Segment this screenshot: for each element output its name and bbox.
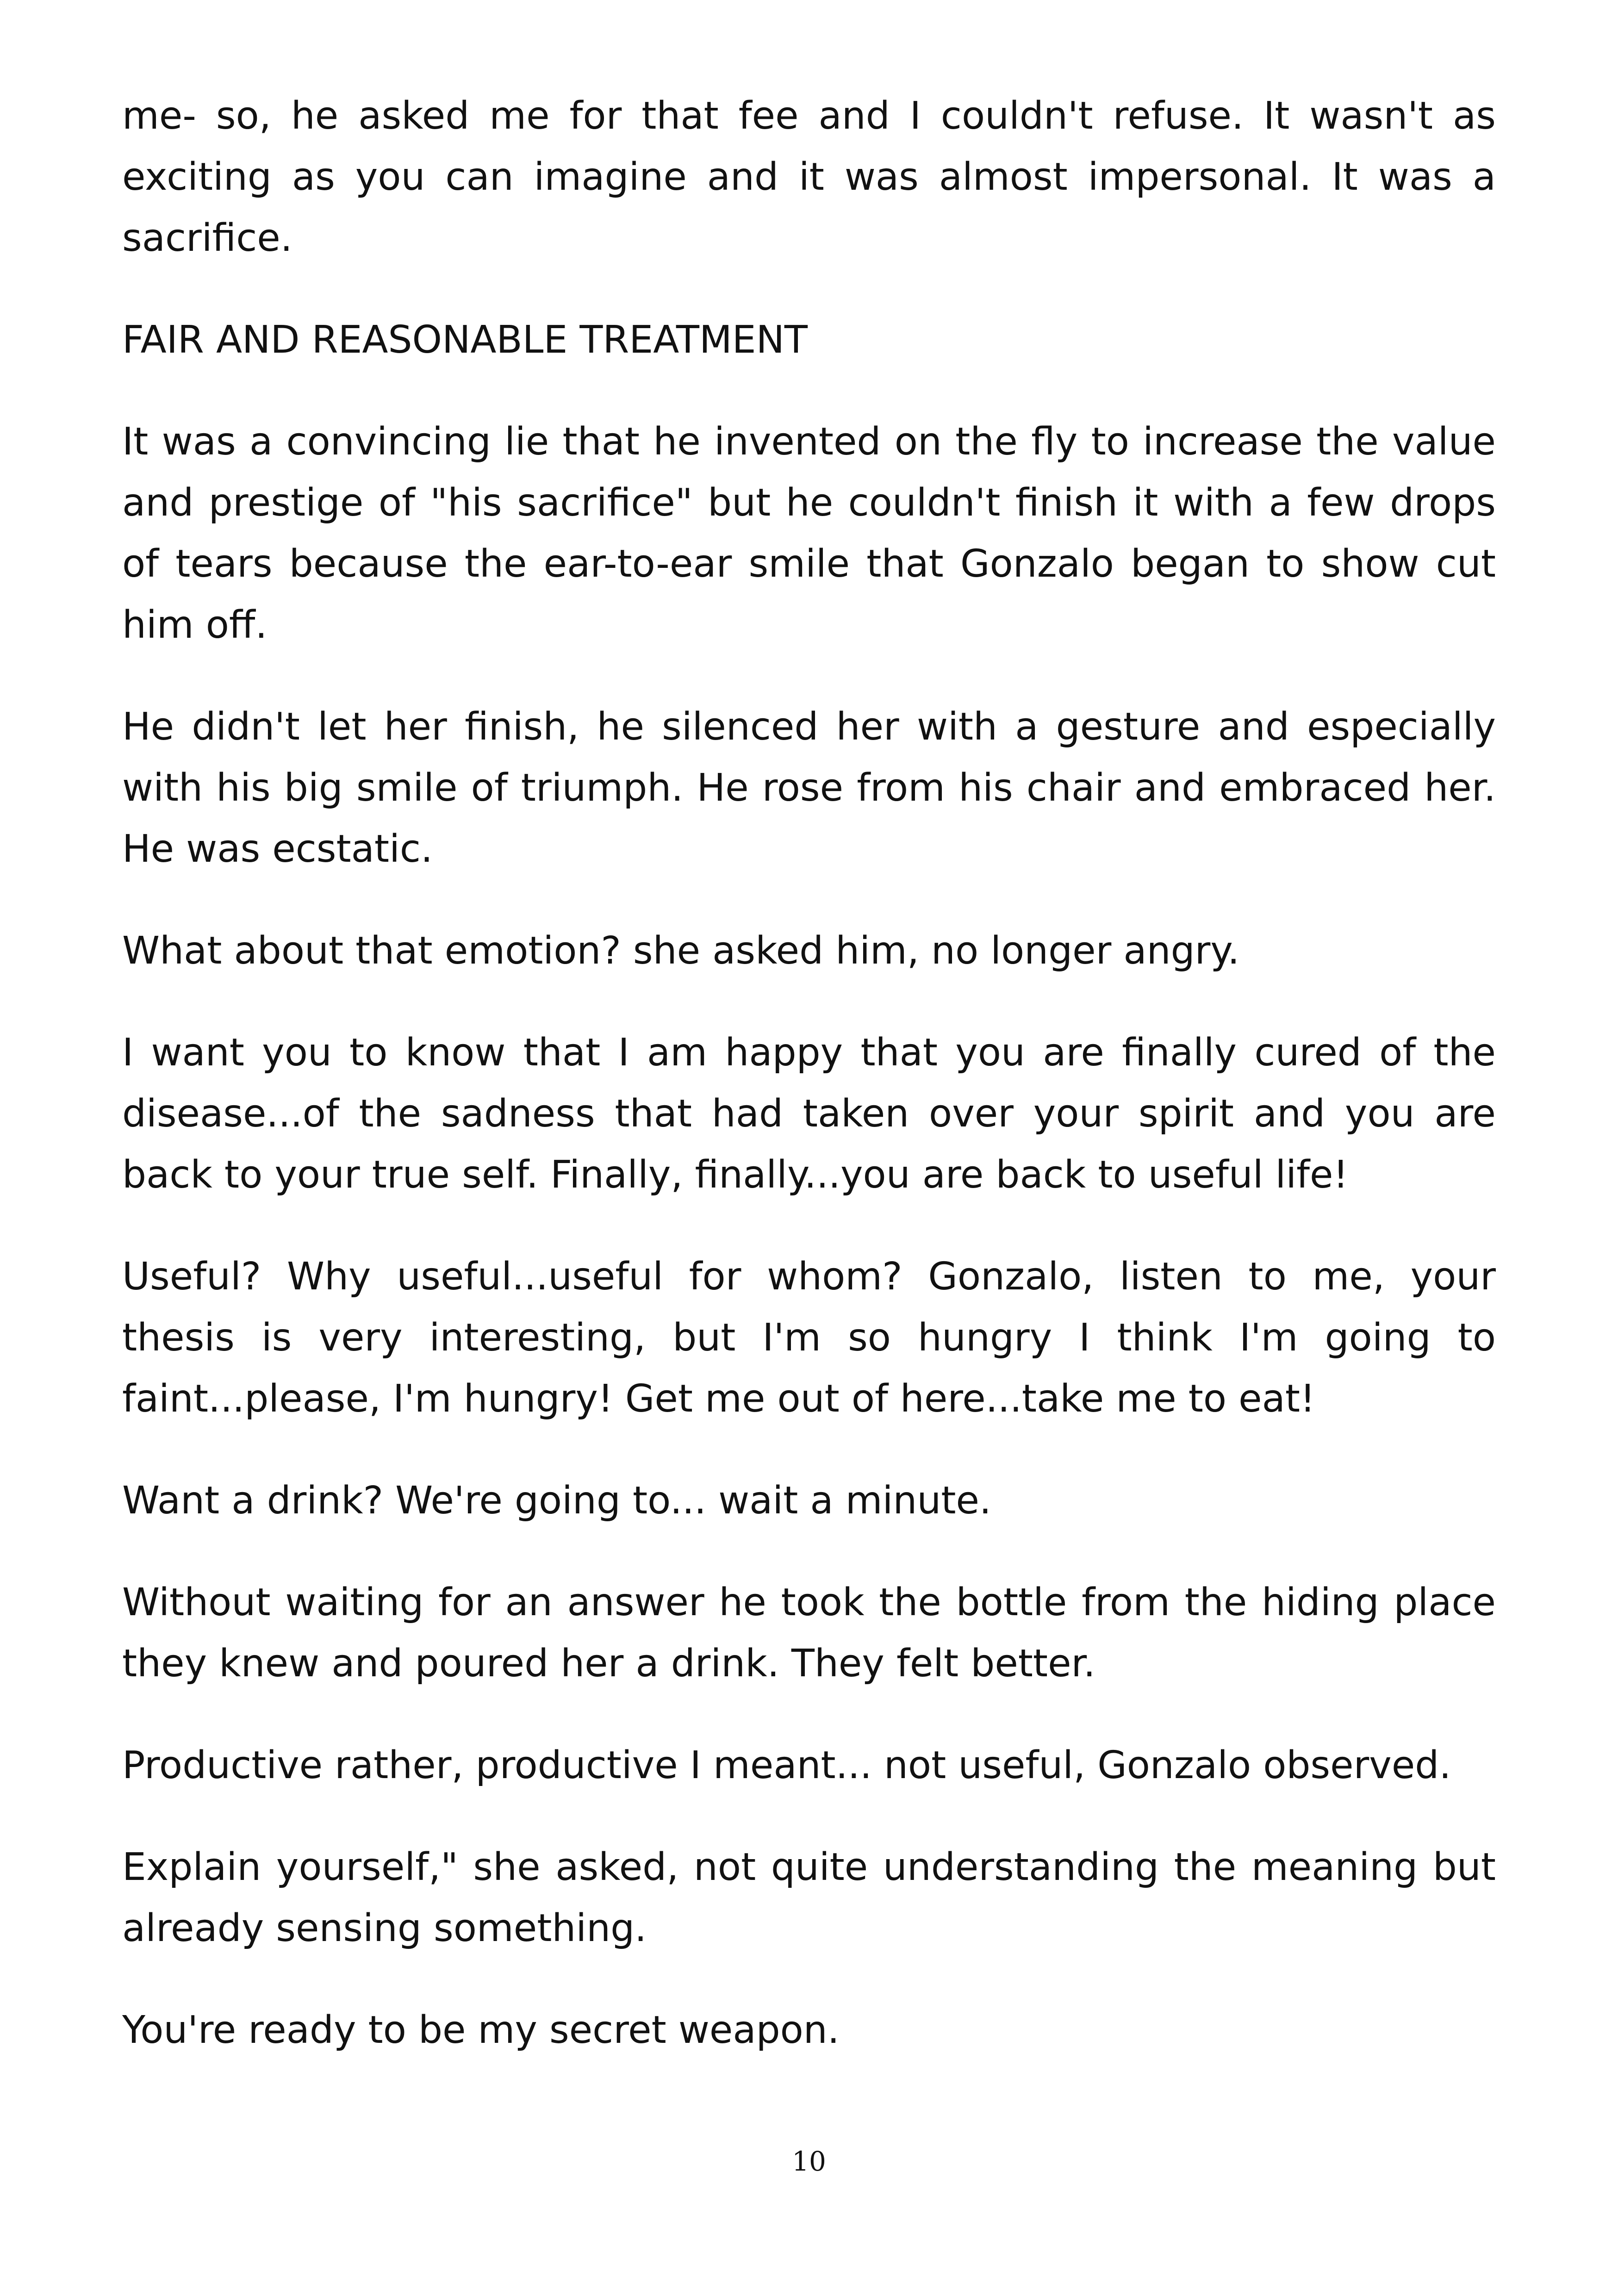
body-paragraph: Want a drink? We're going to... wait a minute. [122,1479,991,1523]
page-number: 10 [792,2146,826,2177]
body-paragraph: You're ready to be my secret weapon. [122,2008,840,2052]
body-paragraph: Useful? Why useful...useful for whom? Gonzalo, listen to me, your thesis is very interesting, but I'm so hungry I think I'm going to faint...please, I'm hungry! Get me out of here...take me to eat! [122,1255,1496,1421]
body-paragraph: I want you to know that I am happy that you are finally cured of the disease...of the sadness that had taken over your spirit and you are back to your true self. Finally, finally...you are back to useful life! [122,1031,1496,1197]
body-paragraph: What about that emotion? she asked him, no longer angry. [122,929,1240,973]
body-paragraph: It was a convincing lie that he invented on the fly to increase the value and prestige of "his sacrifice" but he couldn't finish it with a few drops of tears because the ear-to-ear smile that Gonzalo began to show cut him off. [122,420,1496,647]
body-paragraph: Without waiting for an answer he took the bottle from the hiding place they knew and poured her a drink. They felt better. [122,1580,1496,1686]
body-paragraph: Explain yourself," she asked, not quite understanding the meaning but already sensing something. [122,1845,1496,1950]
body-paragraph: Productive rather, productive I meant... not useful, Gonzalo observed. [122,1743,1451,1787]
body-paragraph: me- so, he asked me for that fee and I couldn't refuse. It wasn't as exciting as you can imagine and it was almost impersonal. It was a sacrifice. [122,94,1496,260]
page-body [122,86,1496,2061]
body-paragraph: He didn't let her finish, he silenced her with a gesture and especially with his big smile of triumph. He rose from his chair and embraced her. He was ecstatic. [122,705,1496,871]
section-heading: FAIR AND REASONABLE TREATMENT [122,318,808,362]
